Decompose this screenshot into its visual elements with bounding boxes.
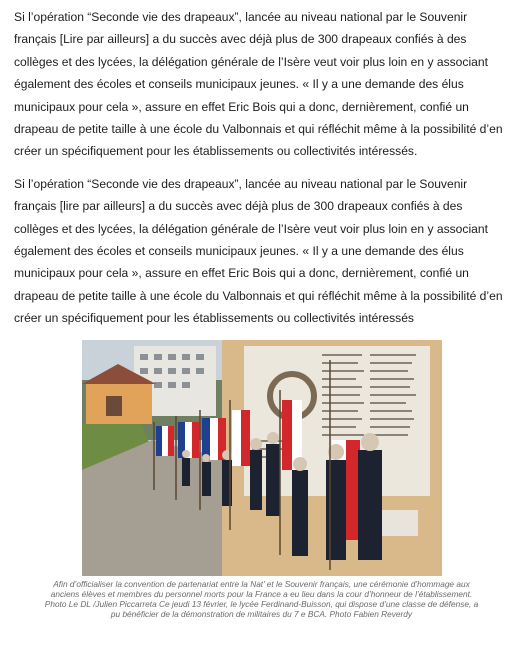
caption-line: Photo Le DL /Julien Piccarreta Ce jeudi 13 février, le lycée Ferdinand-Buisson, qui dispose d’une classe de défense, a xyxy=(44,599,479,610)
ceremony-photo xyxy=(82,340,442,576)
photo-caption xyxy=(36,579,487,620)
article-figure xyxy=(14,340,509,620)
caption-line: anciens élèves et membres du personnel morts pour la France a eu lieu dans la cour d’honneur de l’établissement. xyxy=(50,588,473,599)
caption-line: Afin d’officialiser la convention de partenariat entre la Nat’ et le Souvenir français, une cérémonie d’hommage aux xyxy=(53,578,470,589)
caption-line: pu bénéficier de la démonstration de militaires du 7 e BCA. Photo Fabien Reverdy xyxy=(110,609,413,620)
article-paragraph-2: Si l’opération “Seconde vie des drapeaux”, lancée au niveau national par le Souvenir français [lire par ailleurs] a du succès avec déjà plus de 300 drapeaux confiés à des collèges et des lycées, la délégation générale de l’Isère veut voir plus loin en y associant également des écoles et conseils municipaux jeunes. « Il y a une demande des élus municipaux pour cela », assure en effet Eric Bois qui a donc, dernièrement, confié un drapeau de petite taille à une école du Valbonnais et qui réfléchit même à la possibilité d’en créer un spécifiquement pour les établissements ou collectivités intéressés xyxy=(14,176,503,326)
article-paragraph-1: Si l’opération “Seconde vie des drapeaux”, lancée au niveau national par le Souvenir français [Lire par ailleurs] a du succès avec déjà plus de 300 drapeaux confiés à des collèges et des lycées, la délégation générale de l’Isère veut voir plus loin en y associant également des écoles et conseils municipaux jeunes. « Il y a une demande des élus municipaux pour cela », assure en effet Eric Bois qui a donc, dernièrement, confié un drapeau de petite taille à une école du Valbonnais et qui réfléchit même à la possibilité d’en créer un spécifiquement pour les établissements ou collectivités intéressés. xyxy=(14,10,503,159)
